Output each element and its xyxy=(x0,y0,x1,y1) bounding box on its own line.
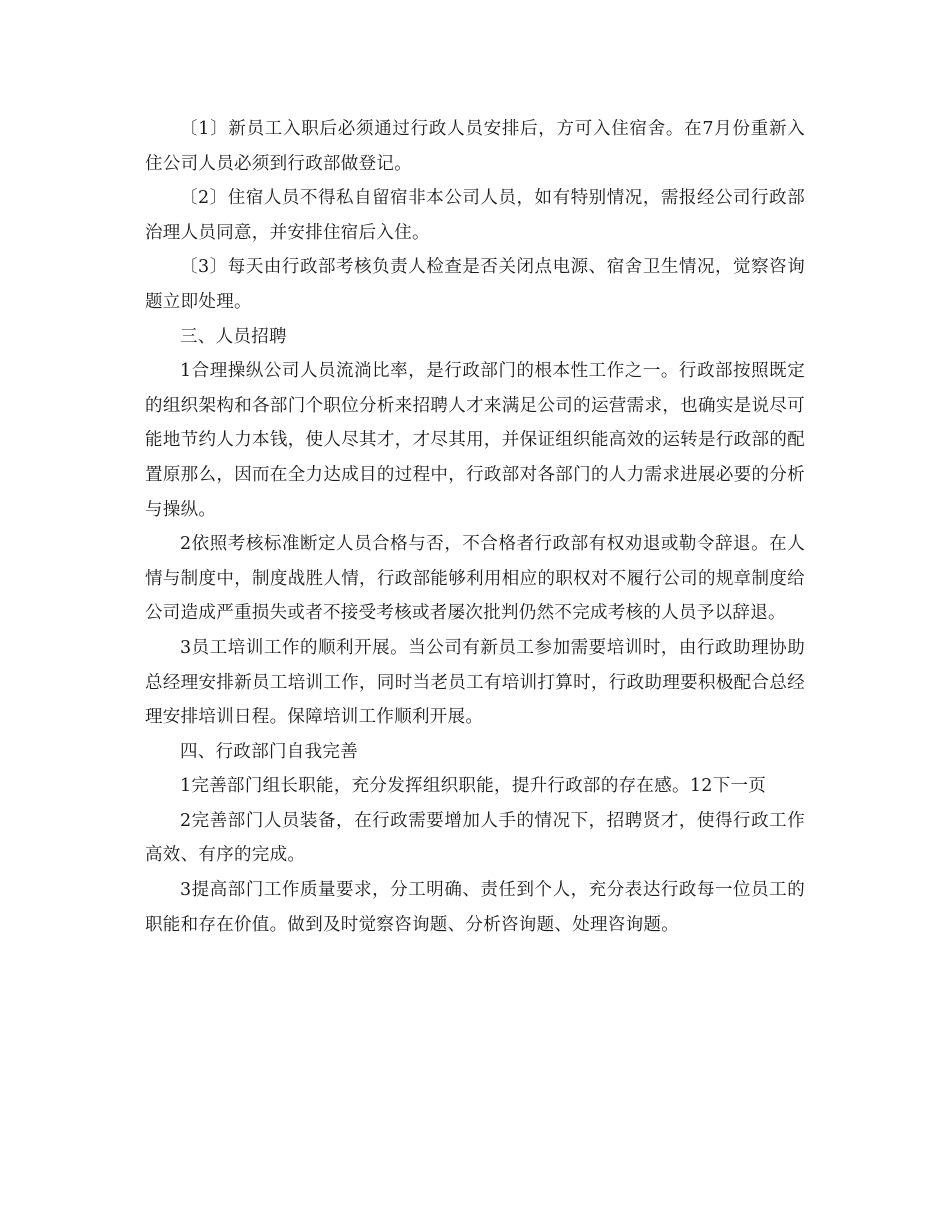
paragraph-recruitment-3: 3员工培训工作的顺利开展。当公司有新员工参加需要培训时，由行政助理协助总经理安排新员工培训工作，同时当老员工有培训打算时，行政助理要积极配合总经理安排培训日程。保障培训工作顺利开展。 xyxy=(145,637,805,728)
paragraph-improvement-1: 1完善部门组长职能，充分发挥组织职能，提升行政部的存在感。12下一页 xyxy=(180,776,767,797)
paragraph-improvement-2: 2完善部门人员装备，在行政需要增加人手的情况下，招聘贤才，使得行政工作高效、有序的完成。 xyxy=(145,810,805,866)
paragraph-recruitment-1: 1合理操纵公司人员流淌比率，是行政部门的根本性工作之一。行政部按照既定的组织架构和各部门个职位分析来招聘人才来满足公司的运营需求，也确实是说尽可能地节约人力本钱，使人尽其才，才尽其用，并保证组织能高效的运转是行政部的配置原那么，因而在全力达成目的过程中，行政部对各部门的人力需求进展必要的分析与操纵。 xyxy=(145,361,805,520)
section-heading-self-improvement: 四、行政部门自我完善 xyxy=(180,741,358,762)
paragraph-dorm-rule-2: 〔2〕住宿人员不得私自留宿非本公司人员，如有特别情况，需报经公司行政部治理人员同意，并安排住宿后入住。 xyxy=(145,188,805,243)
paragraph-dorm-rule-3: 〔3〕每天由行政部考核负责人检查是否关闭点电源、宿舍卫生情况，觉察咨询题立即处理。 xyxy=(145,257,805,312)
paragraph-improvement-3: 3提高部门工作质量要求，分工明确、责任到个人，充分表达行政每一位员工的职能和存在价值。做到及时觉察咨询题、分析咨询题、处理咨询题。 xyxy=(145,880,805,935)
section-heading-recruitment: 三、人员招聘 xyxy=(180,326,287,347)
document-body xyxy=(145,112,805,942)
paragraph-recruitment-2: 2依照考核标准断定人员合格与否，不合格者行政部有权劝退或勒令辞退。在人情与制度中，制度战胜人情，行政部能够利用相应的职权对不履行公司的规章制度给公司造成严重损失或者不接受考核或者屡次批判仍然不完成考核的人员予以辞退。 xyxy=(145,534,805,624)
paragraph-dorm-rule-1: 〔1〕新员工入职后必须通过行政人员安排后，方可入住宿舍。在7月份重新入住公司人员必须到行政部做登记。 xyxy=(145,119,805,174)
